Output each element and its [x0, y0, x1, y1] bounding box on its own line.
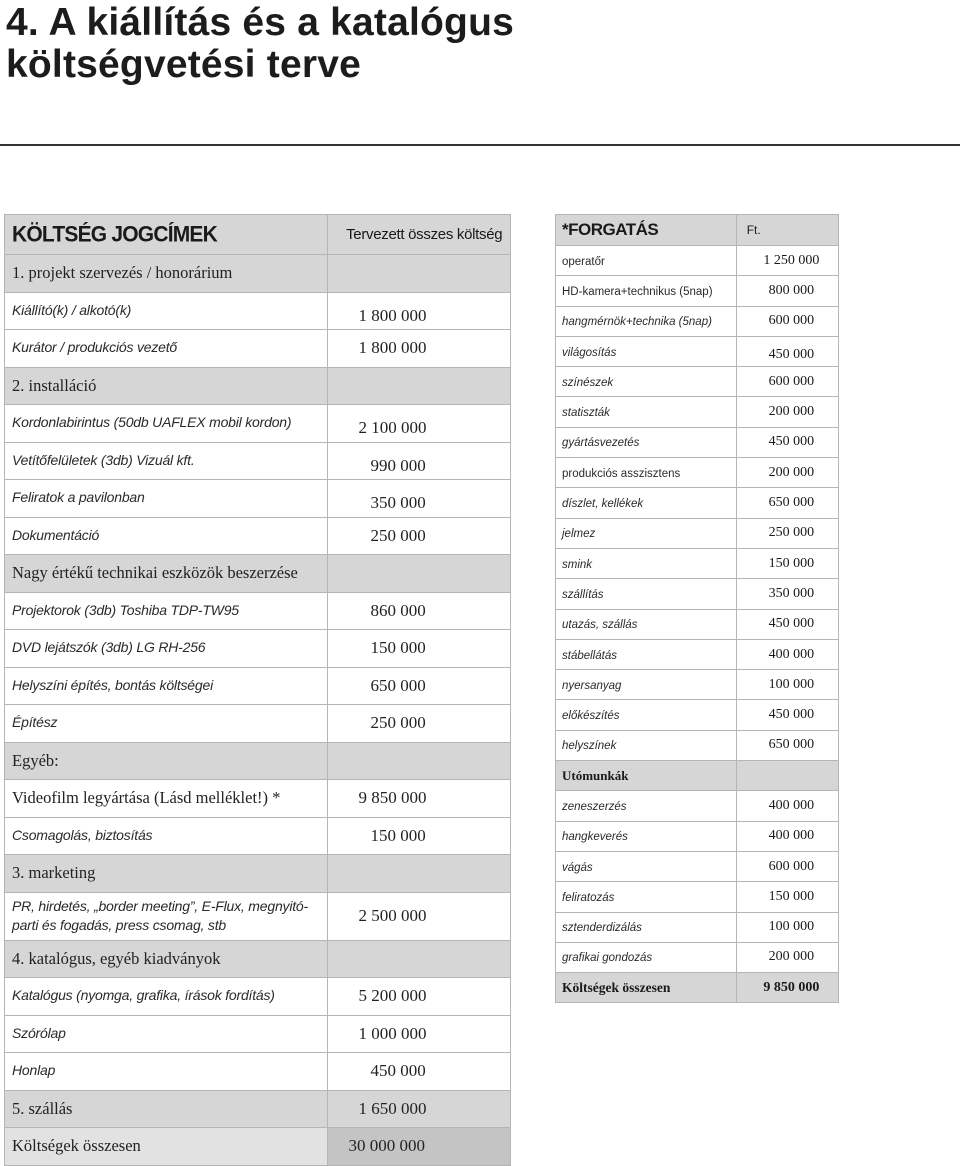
- cell-value: 150 000: [768, 888, 815, 904]
- total-label: Költségek összesen: [562, 979, 671, 995]
- cell-label: Kordonlabirintus (50db UAFLEX mobil kordon): [12, 414, 292, 431]
- cell-label: Vetítőfelületek (3db) Vizuál kft.: [12, 451, 195, 468]
- table-row: [556, 458, 839, 488]
- cell-label: Kiállító(k) / alkotó(k): [12, 301, 132, 318]
- cell-label: sztenderdizálás: [562, 922, 642, 935]
- section-row: [5, 940, 511, 978]
- page-title-line-2: költségvetési terve: [6, 43, 361, 86]
- cell-label: Katalógus (nyomga, grafika, írások fordítás): [12, 987, 275, 1004]
- cell-label: szállítás: [562, 588, 604, 601]
- cell-label: hangmérnök+technika (5nap): [562, 316, 712, 329]
- table-row: [556, 639, 839, 669]
- table-row: [5, 630, 511, 668]
- cell-value: 400 000: [768, 828, 815, 844]
- table-row: [556, 518, 839, 548]
- cell-value: 250 000: [768, 525, 815, 541]
- cell-value: 150 000: [370, 825, 426, 845]
- cell-value: 600 000: [768, 313, 815, 329]
- table-row: [5, 480, 511, 518]
- table-row: [5, 780, 511, 818]
- cell-value: 450 000: [768, 707, 815, 723]
- cell-value: 1 650 000: [358, 1098, 427, 1118]
- table-row: [556, 670, 839, 700]
- post-production-label: Utómunkák: [562, 767, 629, 783]
- cell-label: helyszínek: [562, 740, 617, 753]
- table-row: [5, 892, 511, 940]
- cell-value: 990 000: [370, 455, 426, 475]
- table-row: [556, 821, 839, 851]
- cell-value: 2 100 000: [358, 418, 427, 438]
- table-row: [5, 667, 511, 705]
- cell-label: produkciós asszisztens: [562, 467, 681, 480]
- table-row: [5, 1015, 511, 1053]
- total-row: [5, 1128, 511, 1166]
- cell-value: 600 000: [768, 858, 815, 874]
- cell-value: 200 000: [768, 464, 815, 480]
- cell-label: Honlap: [12, 1062, 56, 1079]
- table-row: [556, 488, 839, 518]
- cell-label: utazás, szállás: [562, 619, 638, 632]
- cell-label: díszlet, kellékek: [562, 498, 644, 511]
- cell-label: smink: [562, 558, 593, 571]
- section-label: 5. szállás: [12, 1098, 73, 1118]
- cell-value: 450 000: [370, 1061, 426, 1081]
- cell-value: 600 000: [768, 373, 815, 389]
- cell-label: Helyszíni építés, bontás költségei: [12, 676, 213, 693]
- table-row: [556, 942, 839, 972]
- table-row: [5, 330, 511, 368]
- cell-label: Csomagolás, biztosítás: [12, 826, 153, 843]
- total-row: [556, 973, 839, 1003]
- section-label: Egyéb:: [12, 750, 59, 770]
- table-row: [556, 579, 839, 609]
- cell-label: feliratozás: [562, 891, 615, 904]
- table-row: [556, 730, 839, 760]
- cell-label: vágás: [562, 861, 593, 874]
- table-row: [5, 405, 511, 443]
- title-divider: [0, 144, 960, 146]
- cell-label: előkészítés: [562, 710, 620, 723]
- section-row: [5, 255, 511, 293]
- section-row: [5, 367, 511, 405]
- filming-table-header: [556, 215, 839, 246]
- cell-value: 1 250 000: [763, 252, 820, 268]
- cell-value: 650 000: [768, 495, 815, 511]
- cell-value: 200 000: [768, 949, 815, 965]
- table-row: [5, 817, 511, 855]
- cell-value: 400 000: [768, 797, 815, 813]
- table-row: [556, 276, 839, 306]
- table-row: [556, 851, 839, 881]
- cell-value: 100 000: [768, 676, 815, 692]
- section-row: [5, 1090, 511, 1128]
- table-row: [556, 791, 839, 821]
- cell-label: zeneszerzés: [562, 800, 627, 813]
- cell-value: 150 000: [370, 638, 426, 658]
- cell-label: Dokumentáció: [12, 526, 100, 543]
- cell-label: operatőr: [562, 255, 605, 268]
- table-row: [5, 292, 511, 330]
- cell-label: statiszták: [562, 407, 610, 420]
- cell-label: stábellátás: [562, 649, 617, 662]
- header-planned-total: Tervezett összes költség: [346, 226, 503, 243]
- cell-value: 250 000: [370, 713, 426, 733]
- cell-label: DVD lejátszók (3db) LG RH-256: [12, 639, 206, 656]
- section-row: [556, 761, 839, 791]
- cell-label: PR, hirdetés, „border meeting”, E-Flux, megnyitó-parti és fogadás, press csomag, stb: [12, 898, 308, 933]
- cell-label: jelmez: [562, 528, 596, 541]
- cell-value: 350 000: [768, 585, 815, 601]
- cell-label: grafikai gondozás: [562, 952, 653, 965]
- cell-label: Videofilm legyártása (Lásd melléklet!) *: [12, 788, 281, 808]
- cell-value: 1 000 000: [358, 1023, 427, 1043]
- cell-value: 2 500 000: [358, 906, 427, 925]
- cell-value: 450 000: [768, 346, 815, 362]
- cell-value: 1 800 000: [358, 305, 427, 325]
- cell-label: Építész: [12, 714, 58, 731]
- cell-value: 350 000: [370, 493, 426, 513]
- total-value: 9 850 000: [763, 979, 820, 995]
- table-row: [556, 912, 839, 942]
- cell-label: Kurátor / produkciós vezető: [12, 339, 178, 356]
- cell-label: színészek: [562, 376, 614, 389]
- section-label: 4. katalógus, egyéb kiadványok: [12, 948, 221, 968]
- cell-value: 650 000: [768, 737, 815, 753]
- cell-value: 1 800 000: [358, 338, 427, 358]
- cell-label: hangkeverés: [562, 831, 628, 844]
- cell-value: 860 000: [370, 600, 426, 620]
- table-row: [556, 609, 839, 639]
- table-row: [556, 700, 839, 730]
- cell-label: Feliratok a pavilonban: [12, 489, 145, 506]
- table-row: [5, 1053, 511, 1091]
- table-row: [556, 336, 839, 366]
- section-row: [5, 742, 511, 780]
- table-row: [556, 397, 839, 427]
- table-row: [556, 246, 839, 276]
- cell-label: Projektorok (3db) Toshiba TDP-TW95: [12, 601, 239, 618]
- table-row: [556, 306, 839, 336]
- cell-label: Szórólap: [12, 1024, 66, 1041]
- total-label: Költségek összesen: [12, 1136, 141, 1156]
- cell-label: HD-kamera+technikus (5nap): [562, 285, 713, 298]
- table-row: [5, 705, 511, 743]
- cell-value: 200 000: [768, 404, 815, 420]
- table-row: [556, 548, 839, 578]
- cell-value: 450 000: [768, 616, 815, 632]
- cell-value: 400 000: [768, 646, 815, 662]
- header-currency: Ft.: [746, 223, 761, 237]
- budget-table-header: [5, 215, 511, 255]
- cell-value: 250 000: [370, 525, 426, 545]
- header-cost-category: KÖLTSÉG JOGCÍMEK: [12, 221, 217, 247]
- budget-table: [4, 214, 511, 1166]
- table-row: [556, 427, 839, 457]
- cell-label: világosítás: [562, 346, 617, 359]
- table-row: [556, 882, 839, 912]
- table-row: [5, 592, 511, 630]
- cell-value: 650 000: [370, 675, 426, 695]
- page-title-line-1: 4. A kiállítás és a katalógus: [6, 1, 514, 44]
- table-row: [556, 367, 839, 397]
- cell-label: gyártásvezetés: [562, 437, 640, 450]
- page-title: [6, 2, 514, 86]
- cell-value: 5 200 000: [358, 986, 427, 1006]
- section-label: 3. marketing: [12, 863, 96, 883]
- section-label: 2. installáció: [12, 375, 97, 395]
- filming-budget-table: [555, 214, 839, 1003]
- header-filming: *FORGATÁS: [562, 220, 659, 239]
- section-label: Nagy értékű technikai eszközök beszerzése: [12, 563, 298, 583]
- table-row: [5, 978, 511, 1016]
- cell-label: nyersanyag: [562, 679, 622, 692]
- section-row: [5, 555, 511, 593]
- table-row: [5, 442, 511, 480]
- cell-value: 150 000: [768, 555, 815, 571]
- section-label: 1. projekt szervezés / honorárium: [12, 263, 233, 283]
- cell-value: 800 000: [768, 282, 815, 298]
- cell-value: 100 000: [768, 919, 815, 935]
- cell-value: 450 000: [768, 434, 815, 450]
- section-row: [5, 855, 511, 893]
- total-value: 30 000 000: [348, 1136, 425, 1156]
- cell-value: 9 850 000: [358, 788, 427, 808]
- table-row: [5, 517, 511, 555]
